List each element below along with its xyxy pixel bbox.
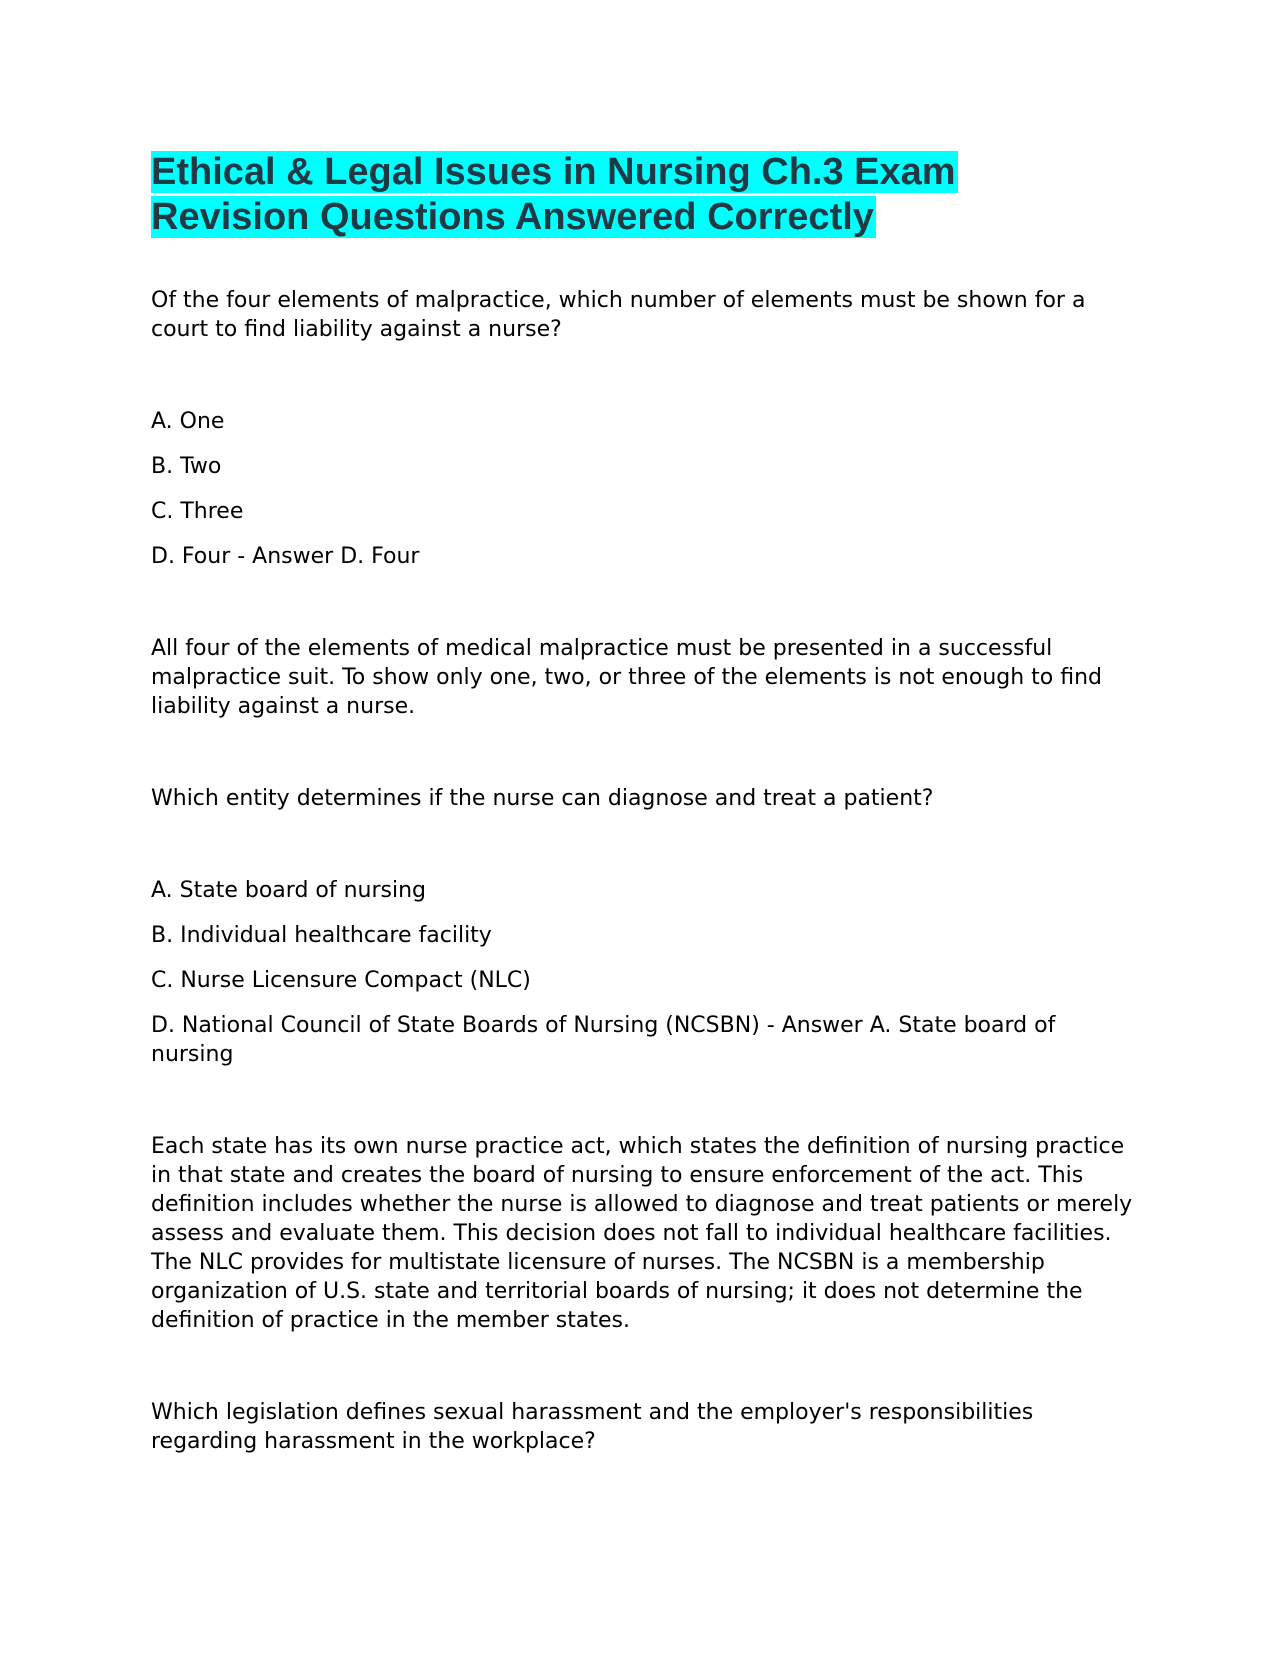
question-2-option-c: C. Nurse Licensure Compact (NLC) <box>151 968 531 993</box>
question-3-text: Which legislation defines sexual harassment and the employer's responsibilities regarding harassment in the workplace? <box>151 1400 1034 1454</box>
title-line-2: Revision Questions Answered Correctly <box>151 196 874 238</box>
title-line-1: Ethical & Legal Issues in Nursing Ch.3 Exam <box>151 151 956 193</box>
document-title <box>151 150 1141 240</box>
question-2-options <box>151 876 1141 1069</box>
question-1-text: Of the four elements of malpractice, which number of elements must be shown for a court to find liability against a nurse? <box>151 288 1086 342</box>
question-1-explanation: All four of the elements of medical malpractice must be presented in a successful malpractice suit. To show only one, two, or three of the elements is not enough to find liability against a nurse. <box>151 636 1103 719</box>
question-2-option-b: B. Individual healthcare facility <box>151 923 492 948</box>
question-1-options <box>151 407 1141 571</box>
question-1-option-c: C. Three <box>151 499 244 524</box>
document-content <box>151 150 1141 1456</box>
question-2-text: Which entity determines if the nurse can diagnose and treat a patient? <box>151 786 934 811</box>
question-2-option-a: A. State board of nursing <box>151 878 427 903</box>
question-1-option-a: A. One <box>151 409 225 434</box>
question-1-option-b: B. Two <box>151 454 222 479</box>
question-2-explanation: Each state has its own nurse practice act, which states the definition of nursing practice in that state and creates the board of nursing to ensure enforcement of the act. This definition includes whether the nurse is allowed to diagnose and treat patients or merely assess and evaluate them. This decision does not fall to individual healthcare facilities. The NLC provides for multistate licensure of nurses. The NCSBN is a membership organization of U.S. state and territorial boards of nursing; it does not determine the definition of practice in the member states. <box>151 1134 1133 1333</box>
question-2-option-d: D. National Council of State Boards of Nursing (NCSBN) - Answer A. State board of nursing <box>151 1013 1056 1067</box>
question-1-option-d: D. Four - Answer D. Four <box>151 544 420 569</box>
